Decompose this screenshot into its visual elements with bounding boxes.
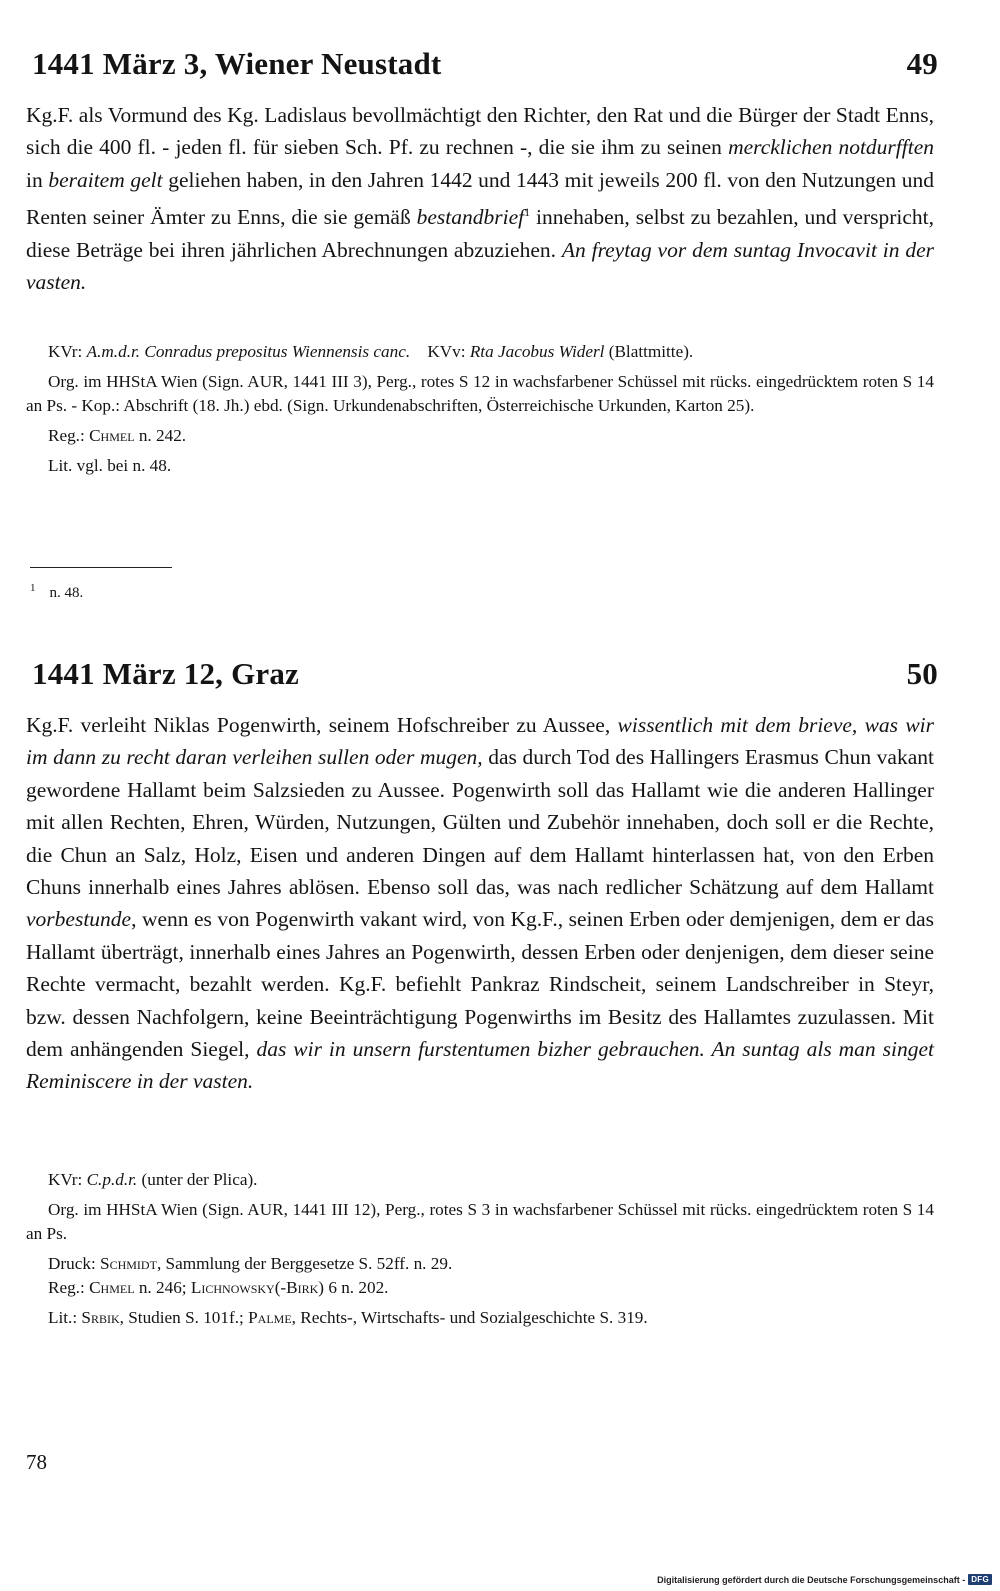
regest-text: , wenn es von Pogenwirth vakant wird, von Kg.F., seinen Erben oder demjenigen, dem er das Hallamt überträgt, innerhalb eines Jahres an Pogenwirth, dessen Erben oder denjenigen, dem dieser seine Rechte vermacht, bezahlt werden. Kg.F. befiehlt Pankraz Rindscheit, seinem Landschreiber in Steyr, bzw. dessen Nachfolgern, keine Beeinträchtigung Pogenwirths im Besitz des Hallamtes zuzulassen. Mit dem anhängenden Siegel, (26, 907, 934, 1062)
kvv-label: KVv: (427, 342, 470, 361)
quoted-source-text: bestandbrief (416, 205, 525, 230)
author-name: Schmidt (100, 1254, 157, 1273)
dfg-logo: DFG (968, 1574, 992, 1585)
footnote-divider (30, 567, 172, 568)
author-name: Chmel (89, 1278, 135, 1297)
entry-50-title: 1441 März 12, Graz (32, 656, 300, 691)
regest-reference: 6 n. 202. (324, 1278, 389, 1297)
entry-50-apparatus (26, 1168, 934, 1330)
kvr-label: KVr: (48, 1170, 87, 1189)
author-name: Lichnowsky(-Birk) (190, 1278, 325, 1297)
print-reference: , Sammlung der Berggesetze S. 52ff. n. 29. (156, 1254, 453, 1273)
regest-reference: n. 246; (134, 1278, 191, 1297)
kvv-note: Rta Jacobus Widerl (469, 342, 605, 361)
author-name: Palme (248, 1308, 292, 1327)
literature-reference: , Studien S. 101f.; (119, 1308, 249, 1327)
literature-label: Lit.: (48, 1308, 82, 1327)
entry-49-number: 49 (906, 46, 938, 81)
quoted-source-text: vorbestunde (26, 907, 132, 932)
regest-text: das durch Tod des Hallingers Erasmus Chun vakant gewordene Hallamt beim Salzsieden zu Aussee. Pogenwirth soll das Hallamt wie die anderen Hallinger mit allen Rechten, Ehren, Würden, Nutzungen, Gülten und Zubehör innehaben, doch soll er die Rechte, die Chun an Salz, Holz, Eisen und anderen Dingen auf dem Hallamt hinterlassen hat, von den Erben Chuns innerhalb eines Jahres ablösen. Ebenso soll das, was nach redlicher Schätzung auf dem Hallamt (26, 745, 934, 900)
original-description: Org. im HHStA Wien (Sign. AUR, 1441 III 3), Perg., rotes S 12 in wachsfarbener Schüssel mit rücks. eingedrücktem roten S 14 an Ps. - Kop.: Abschrift (18. Jh.) ebd. (Sign. Urkundenabschriften, Österreichische Urkunden, Karton 25). (26, 372, 934, 415)
footnote-reference: 1 (524, 205, 531, 220)
regest-text: innehaben, selbst zu bezahlen, und verspricht, diese Beträge bei ihren jährlichen Abrechnungen abzuziehen. (26, 205, 935, 262)
regest-label: Reg.: (48, 426, 90, 445)
regest-text: Kg.F. als Vormund des Kg. Ladislaus bevollmächtigt den Richter, den Rat und die Bürger der Stadt Enns, sich die 400 fl. - jeden fl. für sieben Sch. Pf. zu rechnen -, die sie ihm zu seinen (26, 103, 934, 160)
quoted-source-text: mercklichen notdurfften (728, 135, 934, 160)
footnote (30, 582, 83, 602)
entry-50-number: 50 (906, 656, 938, 691)
print-label: Druck: (48, 1254, 101, 1273)
author-name: Srbik (81, 1308, 120, 1327)
page-number: 78 (26, 1450, 47, 1474)
entry-50-regest (26, 709, 934, 1098)
dating-clause: das wir in unsern furstentumen bizher gebrauchen. An suntag als man singet Reminiscere in der vasten. (26, 1037, 934, 1094)
regest-label: Reg.: (48, 1278, 90, 1297)
regest-text: in (26, 167, 49, 192)
kvv-position: (Blattmitte). (604, 342, 694, 361)
dating-clause: An freytag vor dem suntag Invocavit in der vasten. (26, 237, 935, 295)
entry-50-heading (32, 656, 938, 692)
quoted-source-text: wissentlich mit dem brieve, was wir im dann zu recht daran verleihen sullen oder mugen, (26, 713, 934, 770)
digitization-notice (657, 1574, 992, 1585)
original-description: Org. im HHStA Wien (Sign. AUR, 1441 III 12), Perg., rotes S 3 in wachsfarbener Schüssel mit rücks. eingedrücktem roten S 14 an Ps. (26, 1200, 934, 1243)
kvr-position: (unter der Plica). (137, 1170, 258, 1189)
entry-49-heading (32, 46, 938, 82)
kvr-note: A.m.d.r. Conradus prepositus Wiennensis canc. (86, 342, 411, 361)
footnote-text: n. 48. (49, 585, 84, 601)
quoted-source-text: beraitem gelt (48, 167, 163, 192)
literature-reference: , Rechts-, Wirtschafts- und Sozialgeschichte S. 319. (291, 1308, 648, 1327)
regest-text: geliehen haben, in den Jahren 1442 und 1443 mit jeweils 200 fl. von den Nutzungen und Renten seiner Ämter zu Enns, die sie gemäß (26, 167, 934, 230)
entry-49-regest (26, 99, 934, 299)
entry-49-title: 1441 März 3, Wiener Neustadt (32, 46, 442, 81)
footnote-number: 1 (30, 582, 36, 594)
regest-reference: n. 242. (134, 426, 187, 445)
entry-49-apparatus (26, 340, 934, 478)
kvr-label: KVr: (48, 342, 87, 361)
author-name: Chmel (89, 426, 135, 445)
digitization-text: Digitalisierung gefördert durch die Deutsche Forschungsgemeinschaft - (657, 1574, 966, 1585)
regest-text: Kg.F. verleiht Niklas Pogenwirth, seinem Hofschreiber zu Aussee, (26, 713, 618, 737)
kvr-note: C.p.d.r. (86, 1170, 138, 1189)
literature-reference: Lit. vgl. bei n. 48. (48, 456, 172, 475)
